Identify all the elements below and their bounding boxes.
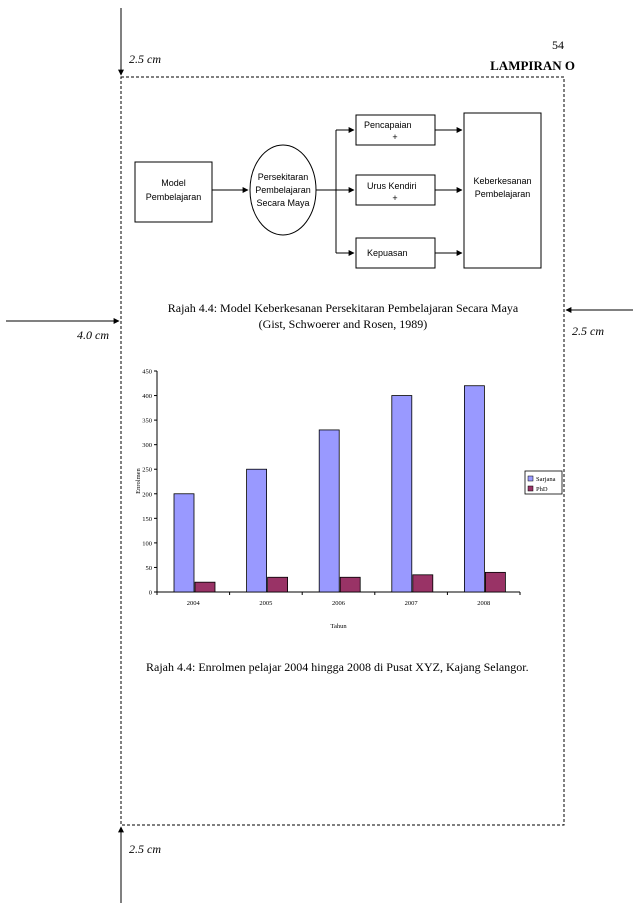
bar-phd-2005 [268, 577, 288, 592]
flow-diagram [135, 113, 541, 331]
result-line-1: Keberkesanan [473, 176, 532, 186]
bottom-margin-label: 2.5 cm [129, 842, 161, 856]
y-tick-label: 100 [142, 540, 152, 548]
page-number: 54 [552, 38, 564, 52]
environment-line-3: Secara Maya [256, 198, 310, 208]
legend-swatch-phd [528, 486, 533, 491]
left-margin-label: 4.0 cm [77, 328, 109, 342]
y-tick-label: 150 [142, 515, 152, 523]
outcome-2-line-2: + [392, 193, 398, 203]
outcome-2-line-1: Urus Kendiri [367, 181, 417, 191]
outcome-3-line-1: Kepuasan [367, 248, 408, 258]
legend-label-sarjana: Sarjana [536, 476, 556, 483]
legend-swatch-sarjana [528, 476, 533, 481]
page-heading: LAMPIRAN O [490, 58, 575, 73]
outcome-1-line-1: Pencapaian [364, 120, 412, 130]
x-tick-label: 2008 [477, 600, 491, 607]
bar-phd-2007 [413, 575, 433, 592]
y-tick-label: 250 [142, 466, 152, 474]
environment-line-2: Pembelajaran [255, 185, 311, 195]
x-tick-label: 2007 [404, 600, 418, 607]
y-tick-label: 200 [142, 491, 152, 499]
environment-line-1: Persekitaran [257, 172, 309, 182]
bar-phd-2004 [195, 582, 215, 592]
y-tick-label: 300 [142, 442, 152, 450]
bar-sarjana-2007 [392, 396, 412, 592]
bar-sarjana-2008 [464, 386, 484, 592]
x-tick-label: 2006 [332, 600, 345, 607]
bar-phd-2008 [485, 572, 505, 592]
chart-caption: Rajah 4.4: Enrolmen pelajar 2004 hingga 2008 di Pusat XYZ, Kajang Selangor. [146, 660, 529, 674]
legend-label-phd: PhD [536, 486, 548, 493]
x-tick-label: 2004 [186, 600, 200, 607]
model-line-2: Pembelajaran [145, 192, 202, 202]
bar-phd-2006 [340, 577, 360, 592]
enrolment-bar-chart [135, 369, 562, 631]
outcome-1-line-2: + [392, 132, 398, 142]
bar-sarjana-2004 [174, 494, 194, 592]
top-margin-label: 2.5 cm [129, 52, 161, 66]
y-tick-label: 400 [142, 393, 152, 401]
model-line-1: Model [161, 178, 186, 188]
y-tick-label: 0 [148, 589, 152, 597]
y-tick-label: 450 [142, 368, 152, 376]
diagram-caption-line-1: Rajah 4.4: Model Keberkesanan Persekitaran Pembelajaran Secara Maya [167, 301, 519, 315]
right-margin-label: 2.5 cm [572, 324, 604, 338]
y-axis-title: Enrolmen [135, 468, 142, 494]
diagram-caption-line-2: (Gist, Schwoerer and Rosen, 1989) [258, 317, 428, 331]
y-tick-label: 50 [145, 564, 152, 572]
result-line-2: Pembelajaran [474, 189, 531, 199]
bar-sarjana-2005 [247, 469, 267, 592]
y-tick-label: 350 [142, 417, 152, 425]
bar-sarjana-2006 [319, 430, 339, 592]
x-axis-title: Tahun [330, 623, 347, 630]
x-tick-label: 2005 [259, 600, 273, 607]
